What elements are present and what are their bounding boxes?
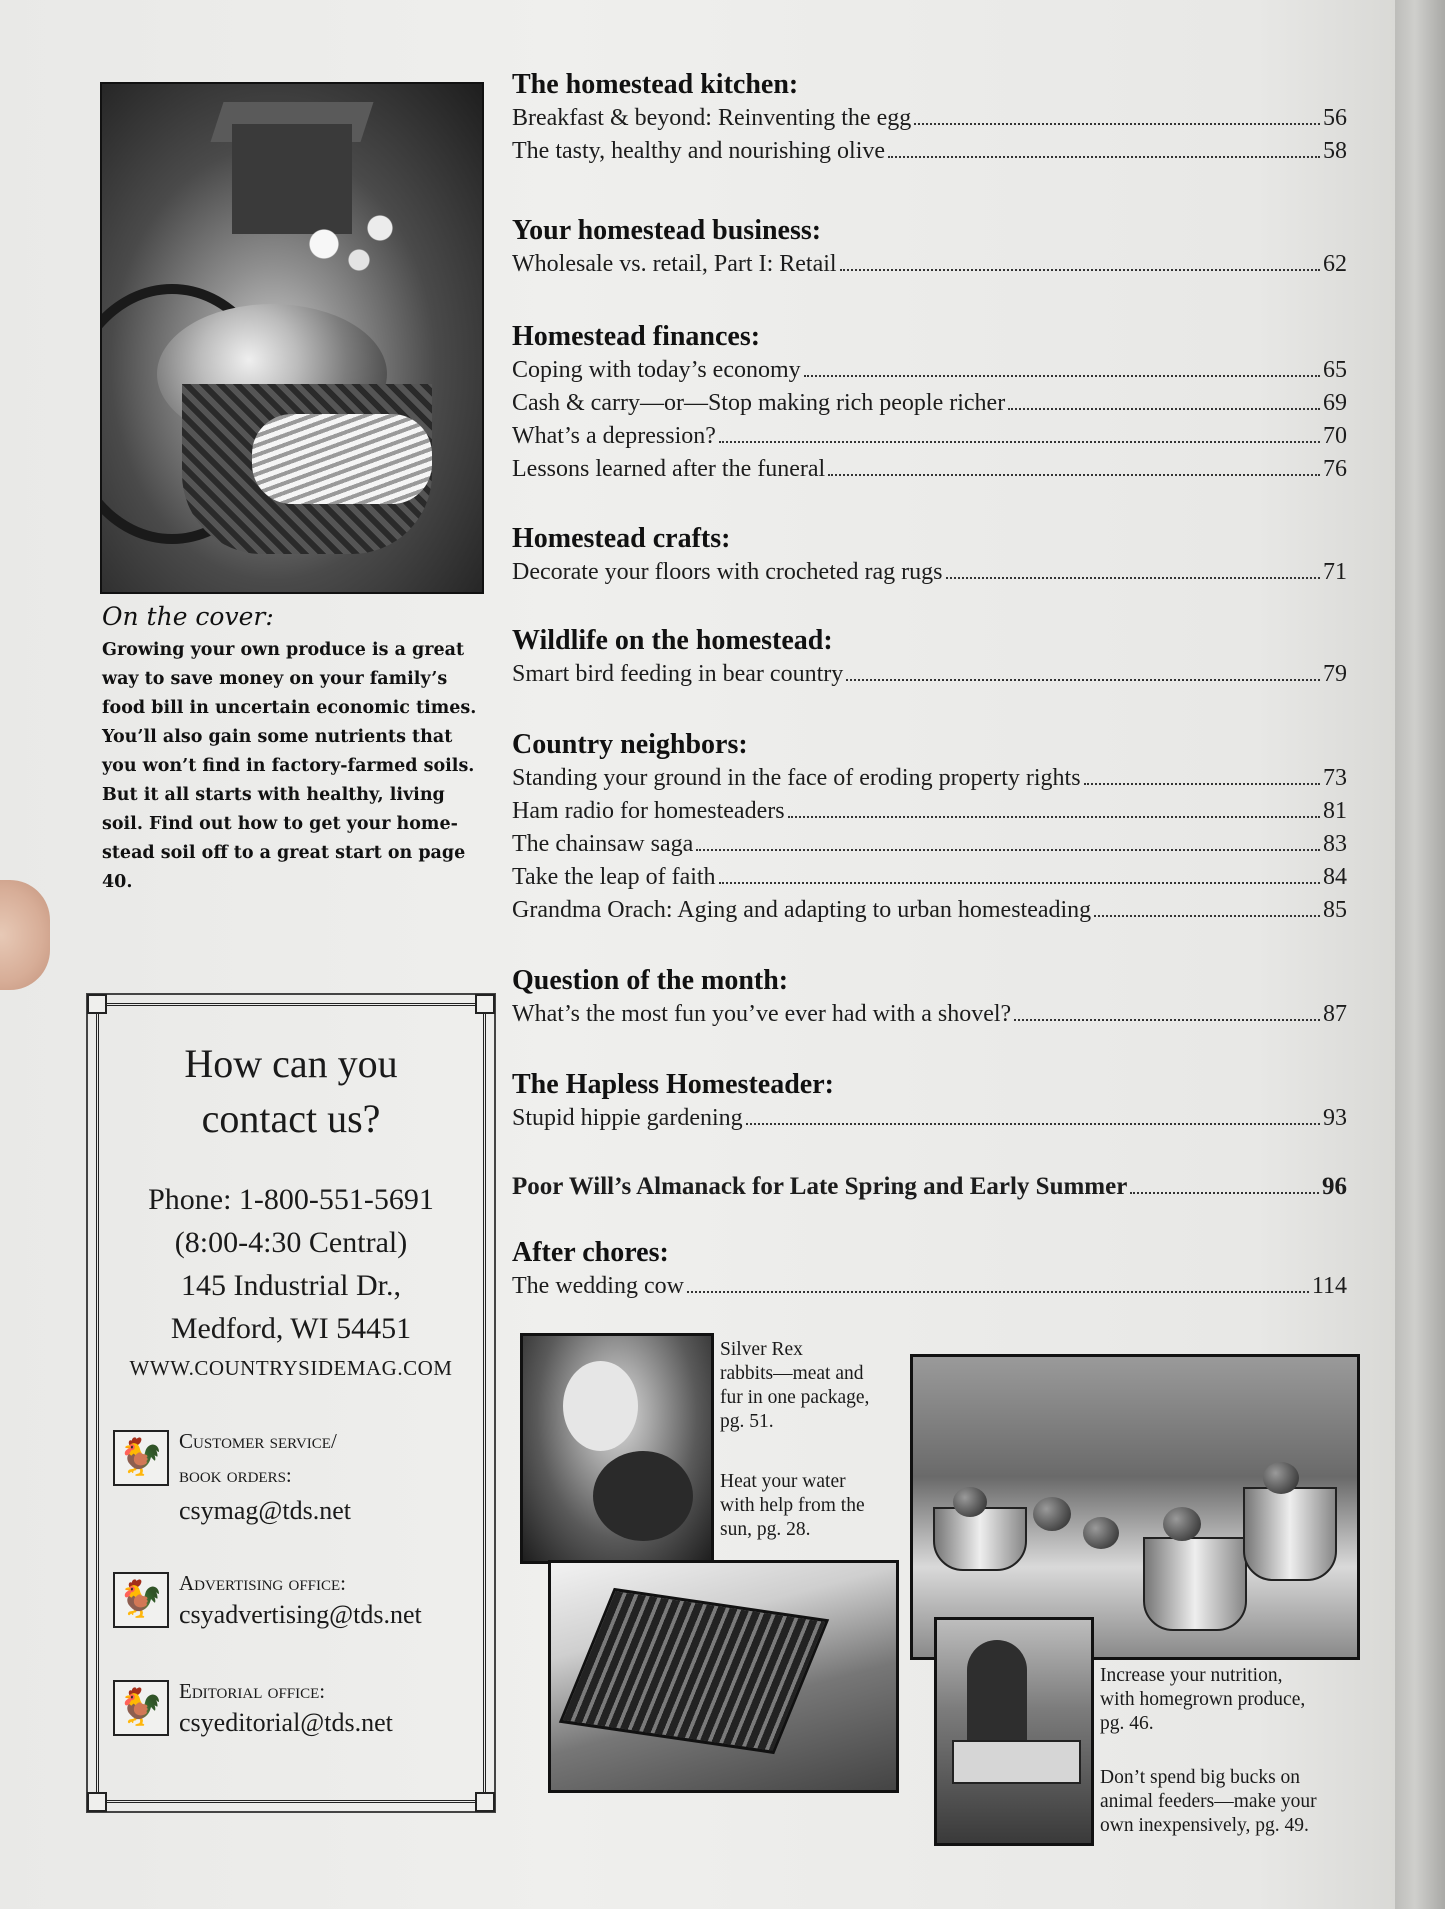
- toc-entry: [512, 1270, 1347, 1303]
- rabbit-caption: [720, 1338, 869, 1434]
- caption-line: 40.: [102, 872, 133, 892]
- tomato-caption: [1100, 1664, 1305, 1736]
- office-email: csymag@tds.net: [179, 1496, 351, 1525]
- entry-title: Cash & carry—or—Stop making rich people richer: [512, 390, 1006, 416]
- page-number: 85: [1323, 897, 1347, 923]
- cover-caption-body: [102, 636, 482, 897]
- toc-section: [512, 624, 1347, 691]
- toc-section: [512, 214, 1347, 281]
- solar-panel-photo: [548, 1560, 899, 1793]
- caption-line: pg. 51.: [720, 1411, 774, 1432]
- dot-leader: [696, 849, 1320, 851]
- office-label-line: Customer service/: [179, 1429, 337, 1453]
- caption-line: Don’t spend big bucks on: [1100, 1767, 1301, 1788]
- section-title: The homestead kitchen:: [512, 69, 799, 100]
- office-label-line: book orders:: [179, 1463, 292, 1487]
- section-title: Your homestead business:: [512, 215, 822, 246]
- address-line: 145 Industrial Dr.,: [181, 1269, 401, 1302]
- section-title: The Hapless Homesteader:: [512, 1069, 834, 1100]
- page-number: 87: [1323, 1001, 1347, 1027]
- dot-leader: [914, 123, 1320, 125]
- toc-section: [512, 1068, 1347, 1135]
- address-line: Medford, WI 54451: [170, 1312, 412, 1345]
- ornament-corner: [475, 994, 495, 1014]
- toc-entry: [512, 658, 1347, 691]
- dot-leader: [828, 474, 1320, 476]
- customer-service-office: [113, 1424, 483, 1534]
- dot-leader: [1094, 915, 1320, 917]
- toc-section: [512, 522, 1347, 589]
- entry-title: Standing your ground in the face of eroding property rights: [512, 765, 1081, 791]
- entry-title: The chainsaw saga: [512, 831, 694, 857]
- feeder-photo: [934, 1617, 1094, 1846]
- page-number: 70: [1323, 423, 1347, 449]
- pot: [1143, 1537, 1247, 1631]
- rabbit-photo: [520, 1333, 714, 1564]
- toc-entry: [512, 453, 1347, 486]
- caption-line: fur in one package,: [720, 1387, 870, 1408]
- entry-title: Grandma Orach: Aging and adapting to urban homesteading: [512, 897, 1092, 923]
- toc-entry: [512, 420, 1347, 453]
- toc-entry: [512, 828, 1347, 861]
- cover-caption-title: On the cover:: [102, 602, 274, 631]
- dot-leader: [746, 1123, 1320, 1125]
- page-number: 62: [1323, 251, 1347, 277]
- dot-leader: [1014, 1019, 1320, 1021]
- girl-face: [563, 1361, 638, 1451]
- toc-entry: [512, 387, 1347, 420]
- white-carrots: [252, 414, 432, 504]
- section-title: Homestead crafts:: [512, 523, 731, 554]
- entry-title: Breakfast & beyond: Reinventing the egg: [512, 105, 912, 131]
- toc-entry: [512, 556, 1347, 589]
- office-label: Editorial office:: [179, 1679, 326, 1703]
- caption-line: food bill in uncertain economic times.: [102, 698, 477, 718]
- tomato: [1033, 1497, 1071, 1531]
- pot: [1243, 1487, 1337, 1581]
- caption-line: Increase your nutrition,: [1100, 1665, 1283, 1686]
- section-title: After chores:: [512, 1237, 669, 1268]
- toc-section: [512, 320, 1347, 486]
- contact-box: [96, 1003, 486, 1803]
- toc-section: [512, 728, 1347, 927]
- feeder-trough: [952, 1740, 1081, 1784]
- entry-title: Stupid hippie gardening: [512, 1105, 743, 1131]
- toc-entry: [512, 1102, 1347, 1135]
- entry-title: Wholesale vs. retail, Part I: Retail: [512, 251, 837, 277]
- caption-line: soil. Find out how to get your home-: [102, 814, 458, 834]
- entry-title: Smart bird feeding in bear country: [512, 661, 844, 687]
- page-edge: [1395, 0, 1445, 1909]
- toc-entry: [512, 894, 1347, 927]
- cover-photo: [100, 82, 484, 594]
- toc-entry: [512, 102, 1347, 135]
- caption-line: stead soil off to a great start on page: [102, 843, 466, 863]
- contact-heading-line: How can you: [184, 1041, 398, 1086]
- phone-number: Phone: 1-800-551-5691: [148, 1183, 434, 1216]
- page-number: 69: [1323, 390, 1347, 416]
- toc-section: [512, 964, 1347, 1031]
- entry-title: The wedding cow: [512, 1273, 684, 1299]
- thumb: [0, 880, 50, 990]
- dot-leader: [946, 577, 1321, 579]
- dot-leader: [788, 816, 1320, 818]
- website-link: WWW.COUNTRYSIDEMAG.COM: [129, 1356, 453, 1380]
- office-email: csyeditorial@tds.net: [179, 1708, 393, 1737]
- page-number: 79: [1323, 661, 1347, 687]
- page-number: 83: [1323, 831, 1347, 857]
- toc-entry: [512, 795, 1347, 828]
- contact-heading: [99, 1036, 483, 1146]
- tomato-photo: [910, 1354, 1360, 1660]
- entry-title: Ham radio for homesteaders: [512, 798, 785, 824]
- dot-leader: [846, 679, 1320, 681]
- page-number: 73: [1323, 765, 1347, 791]
- section-title: Question of the month:: [512, 965, 789, 996]
- caption-line: Heat your water: [720, 1471, 846, 1492]
- caption-line: with homegrown produce,: [1100, 1689, 1306, 1710]
- page-number: 84: [1323, 864, 1347, 890]
- entry-title: What’s the most fun you’ve ever had with a shovel?: [512, 1001, 1012, 1027]
- editorial-office: [113, 1674, 483, 1754]
- dot-leader: [1008, 408, 1320, 410]
- toc-entry: [512, 135, 1347, 168]
- pot: [933, 1507, 1027, 1571]
- caption-line: Growing your own produce is a great: [102, 640, 465, 660]
- dot-leader: [840, 269, 1320, 271]
- dot-leader: [804, 375, 1320, 377]
- caption-line: You’ll also gain some nutrients that: [102, 727, 453, 747]
- rooster-icon: 🐓: [113, 1572, 169, 1628]
- toc-entry: [512, 762, 1347, 795]
- advertising-office: [113, 1566, 483, 1646]
- page-number: 96: [1322, 1173, 1347, 1200]
- ornament-corner: [87, 1792, 107, 1812]
- page-number: 114: [1311, 1273, 1347, 1299]
- page-number: 65: [1323, 357, 1347, 383]
- entry-title: What’s a depression?: [512, 423, 716, 449]
- caption-line: Silver Rex: [720, 1339, 803, 1360]
- dot-leader: [1130, 1192, 1319, 1194]
- dot-leader: [888, 156, 1320, 158]
- tomato: [953, 1487, 987, 1517]
- section-title: Country neighbors:: [512, 729, 748, 760]
- entry-title: The tasty, healthy and nourishing olive: [512, 138, 886, 164]
- dot-leader: [687, 1291, 1309, 1293]
- toc-section: [512, 68, 1347, 168]
- toc-section-almanack: [512, 1170, 1347, 1203]
- caption-line: way to save money on your family’s: [102, 669, 448, 689]
- page-number: 76: [1323, 456, 1347, 482]
- caption-line: rabbits—meat and: [720, 1363, 864, 1384]
- entry-title: Take the leap of faith: [512, 864, 716, 890]
- caption-line: own inexpensively, pg. 49.: [1100, 1815, 1309, 1836]
- office-label: [179, 1424, 479, 1492]
- tomato: [1263, 1462, 1299, 1494]
- contact-heading-line: contact us?: [201, 1096, 381, 1141]
- tomato: [1083, 1517, 1119, 1549]
- caption-line: with help from the: [720, 1495, 865, 1516]
- contact-details: [99, 1178, 483, 1350]
- caption-line: sun, pg. 28.: [720, 1519, 811, 1540]
- solar-panel: [559, 1588, 829, 1754]
- toc-entry: [512, 248, 1347, 281]
- rooster-icon: 🐓: [113, 1430, 169, 1486]
- office-email: csyadvertising@tds.net: [179, 1600, 422, 1629]
- entry-title: Lessons learned after the funeral: [512, 456, 826, 482]
- page-number: 71: [1323, 559, 1347, 585]
- caption-line: animal feeders—make your: [1100, 1791, 1317, 1812]
- tomato: [1163, 1507, 1201, 1541]
- page-number: 58: [1323, 138, 1347, 164]
- page-number: 81: [1323, 798, 1347, 824]
- caption-line: pg. 46.: [1100, 1713, 1154, 1734]
- dot-leader: [719, 441, 1320, 443]
- page-number: 56: [1323, 105, 1347, 131]
- feeder-caption: [1100, 1766, 1317, 1838]
- entry-title: Decorate your floors with crocheted rag rugs: [512, 559, 943, 585]
- solar-caption: [720, 1470, 865, 1542]
- page-number: 93: [1323, 1105, 1347, 1131]
- ornament-corner: [475, 1792, 495, 1812]
- tulip-flowers: [282, 204, 422, 284]
- dot-leader: [1084, 783, 1320, 785]
- caption-line: you won’t find in factory-farmed soils.: [102, 756, 475, 776]
- toc-entry: [512, 861, 1347, 894]
- rooster-icon: 🐓: [113, 1680, 169, 1736]
- office-hours: (8:00-4:30 Central): [174, 1226, 408, 1259]
- entry-title: Coping with today’s economy: [512, 357, 801, 383]
- office-label: Advertising office:: [179, 1571, 347, 1595]
- entry-title: Poor Will’s Almanack for Late Spring and Early Summer: [512, 1173, 1128, 1200]
- ornament-corner: [87, 994, 107, 1014]
- dot-leader: [719, 882, 1320, 884]
- rabbit: [593, 1451, 693, 1541]
- toc-entry: [512, 1170, 1347, 1203]
- section-title: Homestead finances:: [512, 321, 761, 352]
- section-title: Wildlife on the homestead:: [512, 625, 833, 656]
- toc-section: [512, 1236, 1347, 1303]
- caption-line: But it all starts with healthy, living: [102, 785, 445, 805]
- toc-entry: [512, 354, 1347, 387]
- toc-entry: [512, 998, 1347, 1031]
